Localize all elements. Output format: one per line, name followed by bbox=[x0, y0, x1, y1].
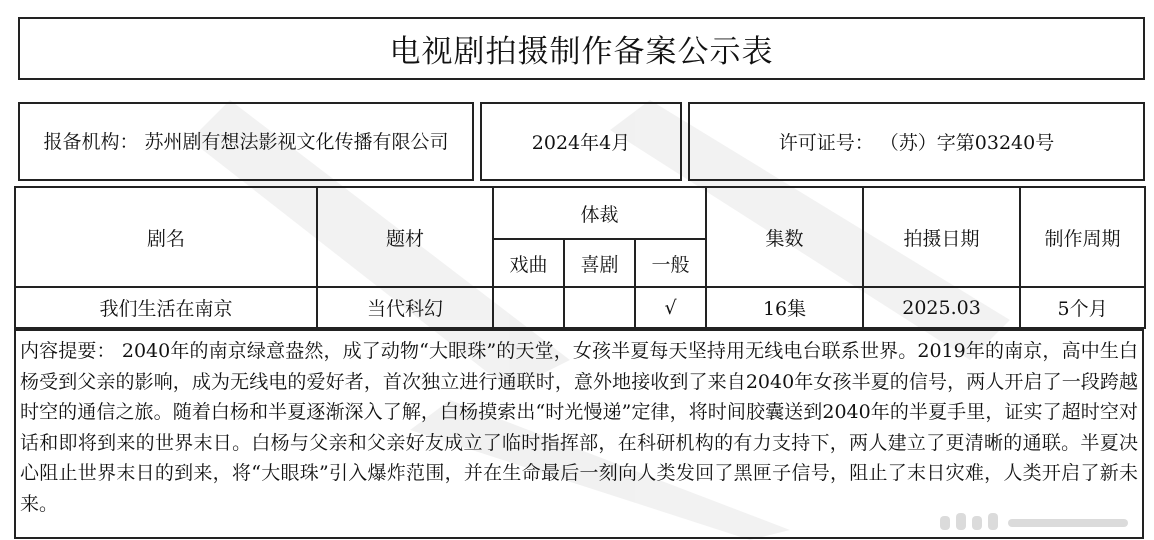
header-shoot-date: 拍摄日期 bbox=[863, 187, 1020, 287]
header-genre-general: 一般 bbox=[635, 239, 706, 287]
cell-genre-general: √ bbox=[635, 287, 706, 328]
cell-subject: 当代科幻 bbox=[317, 287, 493, 328]
cell-drama-name: 我们生活在南京 bbox=[15, 287, 317, 328]
header-genre-comedy: 喜剧 bbox=[564, 239, 635, 287]
header-production-cycle: 制作周期 bbox=[1020, 187, 1145, 287]
content-summary: 内容提要： 2040年的南京绿意盎然，成了动物“大眼珠”的天堂，女孩半夏每天坚持用无线电台联系世界。2019年的南京，高中生白杨受到父亲的影响，成为无线电的爱好者，首次独立进行通联时，意外地接收到了来自2040年女孩半夏的信号，两人开启了一段跨越时空的通信之旅。随着白杨和半夏逐渐深入了解，白杨摸索出“时光慢递”定律，将时间胶囊送到2040年的半夏手里，证实了超时空对话和即将到来的世界末日。白杨与父亲和父亲好友成立了临时指挥部，在科研机构的有力支持下，两人建立了更清晰的通联。半夏决心阻止世界末日的到来，将“大眼珠”引入爆炸范围，并在生命最后一刻向人类发回了黑匣子信号，阻止了末日灾难，人类开启了新未来。 bbox=[14, 329, 1144, 539]
header-genre-opera: 戏曲 bbox=[493, 239, 564, 287]
drama-table bbox=[14, 186, 1146, 329]
filing-date: 2024年4月 bbox=[480, 102, 682, 181]
watermark-bars-icon bbox=[940, 513, 1140, 531]
filing-institution: 报备机构： 苏州剧有想法影视文化传播有限公司 bbox=[18, 102, 474, 181]
license-number: 许可证号： （苏）字第03240号 bbox=[688, 102, 1145, 181]
cell-production-cycle: 5个月 bbox=[1020, 287, 1145, 328]
header-subject: 题材 bbox=[317, 187, 493, 287]
table-row bbox=[15, 287, 1145, 328]
header-drama-name: 剧名 bbox=[15, 187, 317, 287]
cell-shoot-date: 2025.03 bbox=[863, 287, 1020, 328]
cell-genre-comedy bbox=[564, 287, 635, 328]
cell-episodes: 16集 bbox=[706, 287, 863, 328]
form-title: 电视剧拍摄制作备案公示表 bbox=[18, 17, 1145, 80]
header-episodes: 集数 bbox=[706, 187, 863, 287]
cell-genre-opera bbox=[493, 287, 564, 328]
header-genre: 体裁 bbox=[493, 187, 706, 239]
